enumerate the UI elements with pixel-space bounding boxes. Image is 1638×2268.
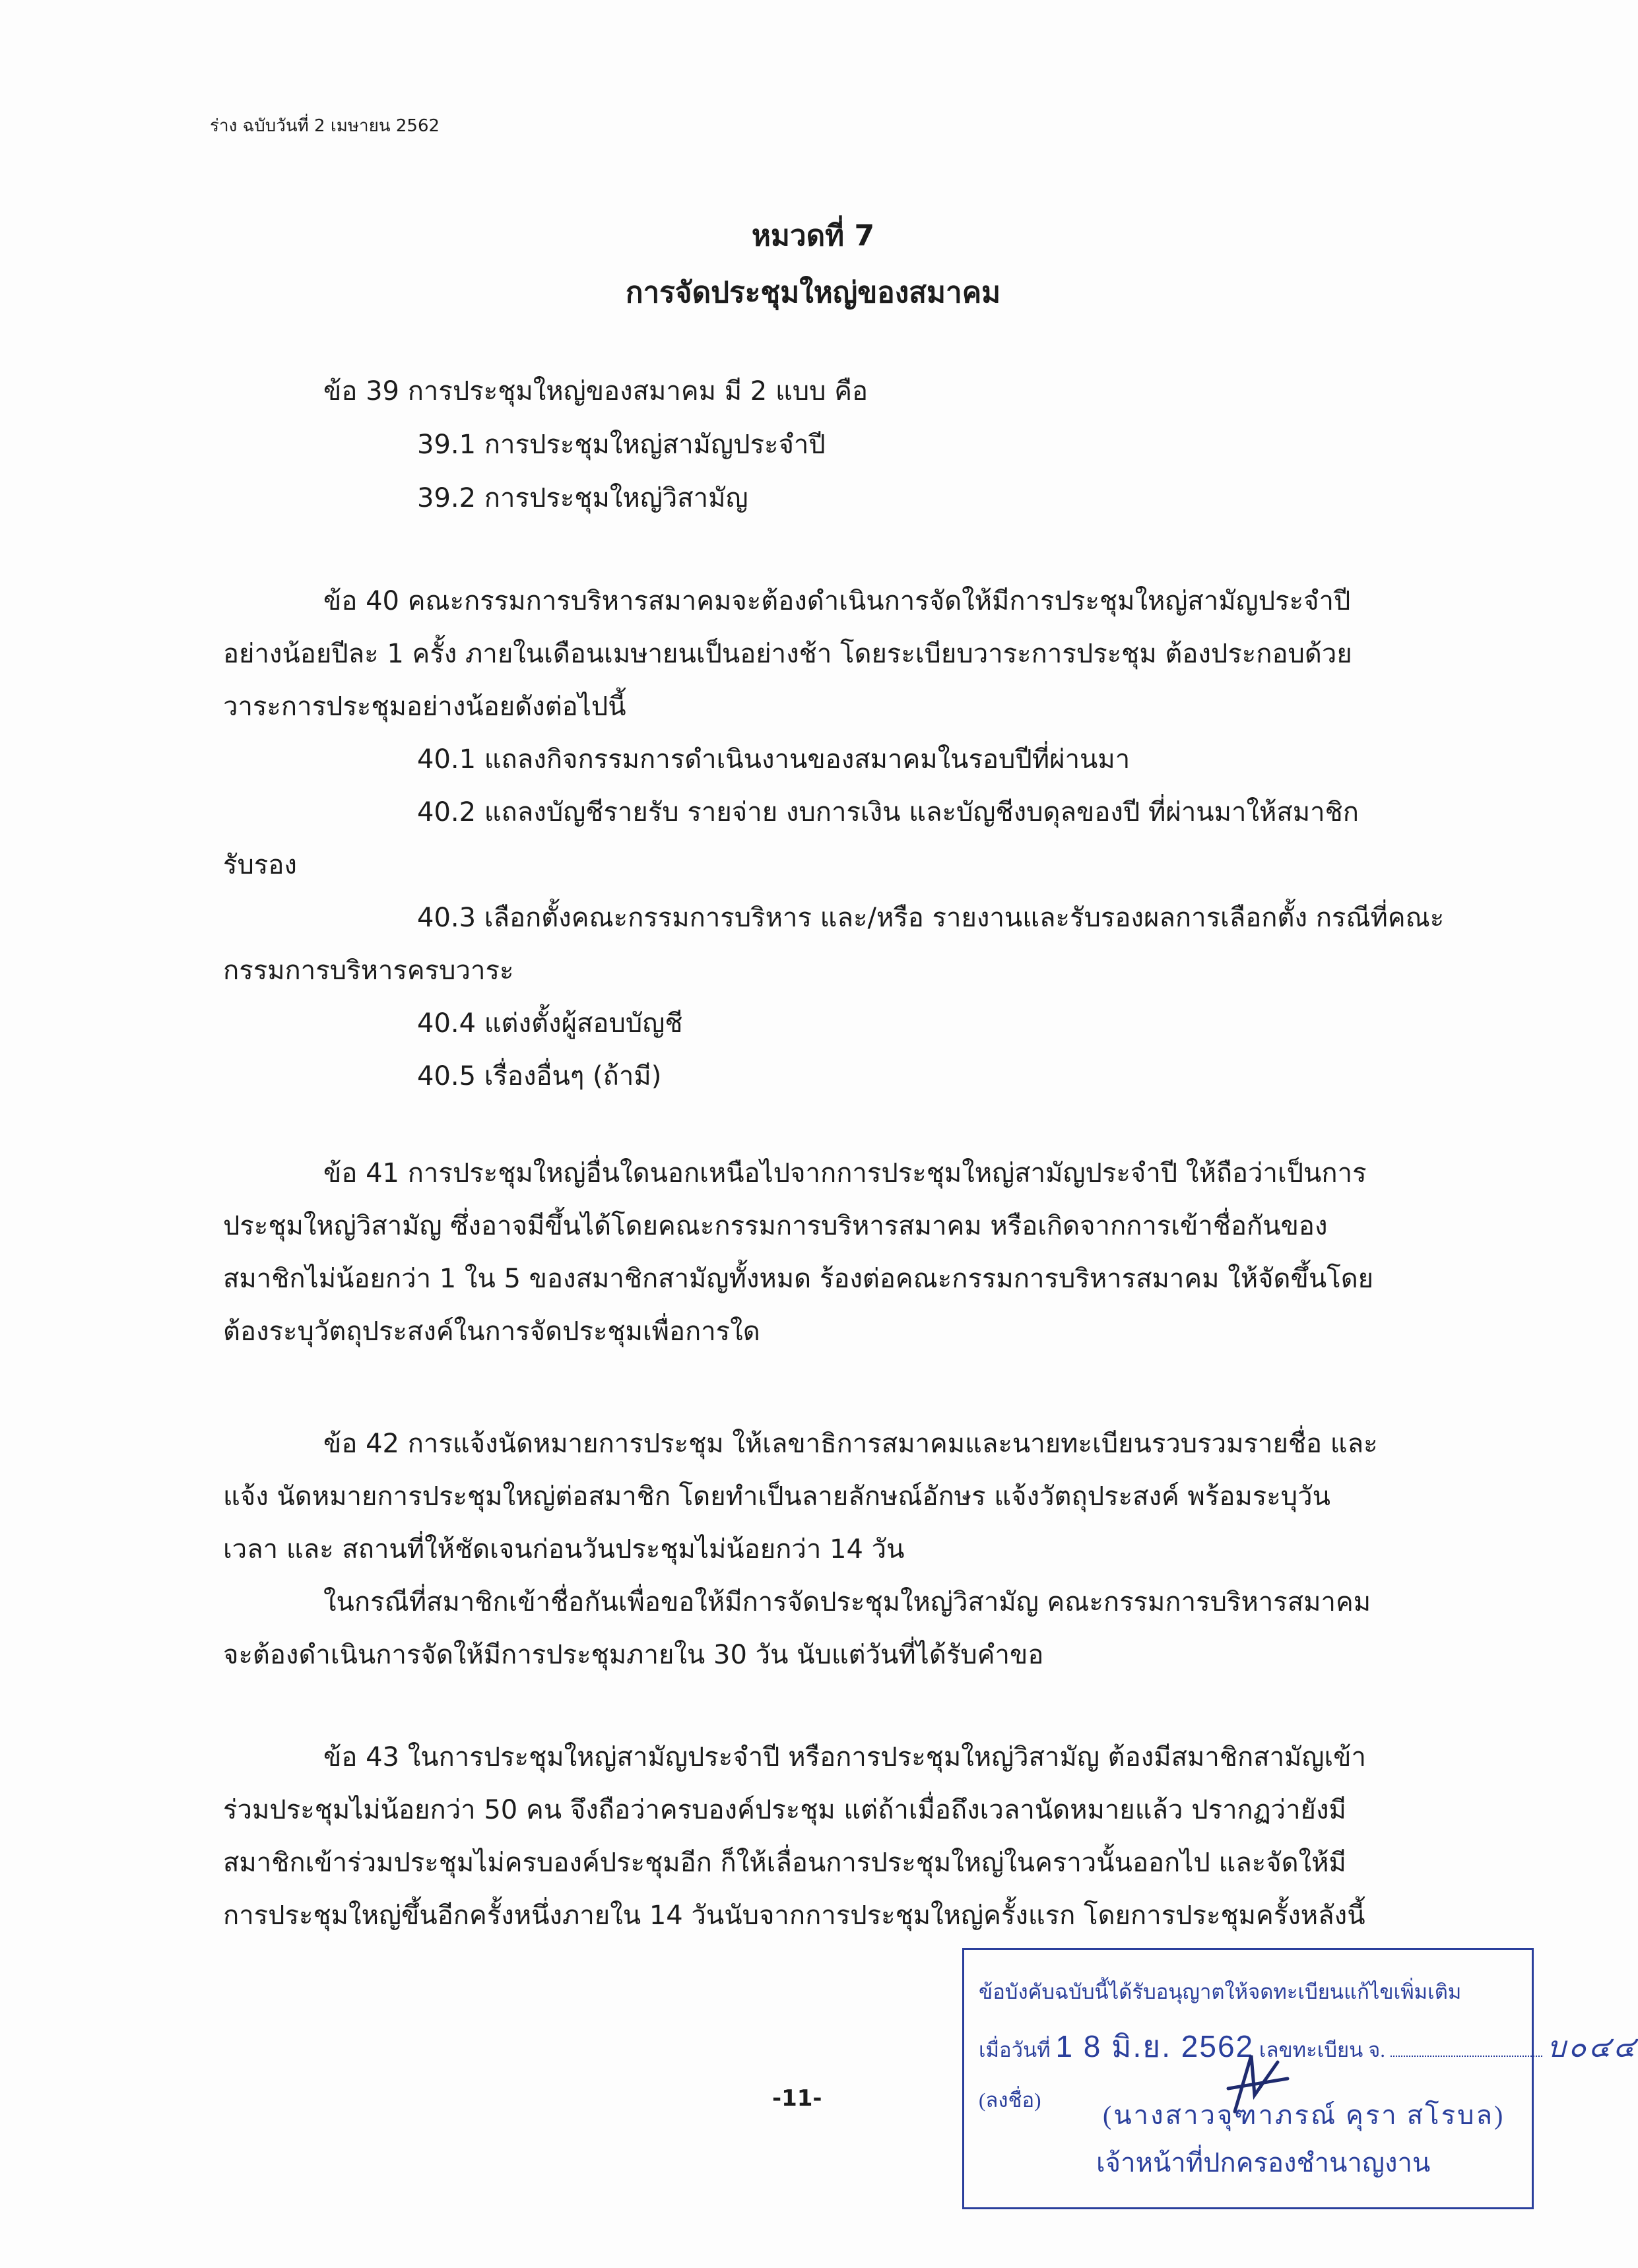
stamp-reg-label: เลขทะเบียน จ.: [1259, 2038, 1386, 2061]
clause-39-item-1: 39.1 การประชุมใหญ่สามัญประจำปี: [417, 430, 826, 460]
clause-40-line-2: อย่างน้อยปีละ 1 ครั้ง ภายในเดือนเมษายนเป็นอย่างช้า โดยระเบียบวาระการประชุม ต้องประกอบด้วย: [223, 639, 1352, 669]
clause-40-item-4: 40.4 แต่งตั้งผู้สอบบัญชี: [417, 1008, 683, 1039]
stamp-date-label: เมื่อวันที่: [979, 2038, 1051, 2061]
clause-42-line-2: แจ้ง นัดหมายการประชุมใหญ่ต่อสมาชิก โดยทำเป็นลายลักษณ์อักษร แจ้งวัตถุประสงค์ พร้อมระบุวัน: [223, 1481, 1330, 1512]
clause-43-line-2: ร่วมประชุมไม่น้อยกว่า 50 คน จึงถือว่าครบองค์ประชุม แต่ถ้าเมื่อถึงเวลานัดหมายแล้ว ปรากฏว่ายังมี: [223, 1795, 1346, 1825]
clause-40-item-1: 40.1 แถลงกิจกรรมการดำเนินงานของสมาคมในรอบปีที่ผ่านมา: [417, 744, 1130, 775]
clause-40-line-1: ข้อ 40 คณะกรรมการบริหารสมาคมจะต้องดำเนินการจัดให้มีการประชุมใหญ่สามัญประจำปี: [323, 586, 1351, 616]
clause-43-line-4: การประชุมใหญ่ขึ้นอีกครั้งหนึ่งภายใน 14 วันนับจากการประชุมใหญ่ครั้งแรก โดยการประชุมครั้งหลังนี้: [223, 1900, 1365, 1931]
clause-39-item-2: 39.2 การประชุมใหญ่วิสามัญ: [417, 483, 748, 513]
chapter-title: การจัดประชุมใหญ่ของสมาคม: [625, 276, 1001, 309]
stamp-date-row: [979, 2023, 1638, 2071]
stamp-reg-dots: [1391, 2038, 1542, 2057]
clause-43-line-1: ข้อ 43 ในการประชุมใหญ่สามัญประจำปี หรือการประชุมใหญ่วิสามัญ ต้องมีสมาชิกสามัญเข้า: [323, 1742, 1366, 1772]
clause-40-line-3: วาระการประชุมอย่างน้อยดังต่อไปนี้: [223, 692, 626, 722]
clause-42-line-3: เวลา และ สถานที่ให้ชัดเจนก่อนวันประชุมไม่น้อยกว่า 14 วัน: [223, 1534, 905, 1565]
stamp-date-value: 1 8 มิ.ย. 2562: [1055, 2029, 1255, 2063]
clause-42-line-1: ข้อ 42 การแจ้งนัดหมายการประชุม ให้เลขาธิการสมาคมและนายทะเบียนรวบรวมรายชื่อ และ: [323, 1429, 1378, 1459]
clause-41-line-2: ประชุมใหญ่วิสามัญ ซึ่งอาจมีขึ้นได้โดยคณะกรรมการบริหารสมาคม หรือเกิดจากการเข้าชื่อกันของ: [223, 1211, 1328, 1241]
clause-40-item-3: 40.3 เลือกตั้งคณะกรรมการบริหาร และ/หรือ รายงานและรับรองผลการเลือกตั้ง กรณีที่คณะ: [417, 903, 1445, 933]
stamp-approval-text: ข้อบังคับฉบับนี้ได้รับอนุญาตให้จดทะเบียนแก้ไขเพิ่มเติม: [979, 1980, 1462, 2003]
stamp-officer-name: (นางสาวจุฑาภรณ์ คุรา สโรบล): [1103, 2100, 1505, 2130]
clause-40-item-3-cont: กรรมการบริหารครบวาระ: [223, 956, 514, 986]
clause-41-line-4: ต้องระบุวัตถุประสงค์ในการจัดประชุมเพื่อการใด: [223, 1316, 760, 1347]
registration-stamp: [962, 1948, 1638, 2209]
draft-note: ร่าง ฉบับวันที่ 2 เมษายน 2562: [210, 116, 440, 136]
clause-40-item-2: 40.2 แถลงบัญชีรายรับ รายจ่าย งบการเงิน และบัญชีงบดุลของปี ที่ผ่านมาให้สมาชิก: [417, 797, 1359, 827]
clause-41-line-1: ข้อ 41 การประชุมใหญ่อื่นใดนอกเหนือไปจากการประชุมใหญ่สามัญประจำปี ให้ถือว่าเป็นการ: [323, 1158, 1367, 1188]
stamp-reg-value: บ๐๔๔: [1547, 2031, 1638, 2063]
stamp-sign-label: (ลงชื่อ): [979, 2089, 1041, 2112]
chapter-number: หมวดที่ 7: [751, 219, 875, 253]
clause-42-line-4: ในกรณีที่สมาชิกเข้าชื่อกันเพื่อขอให้มีการจัดประชุมใหญ่วิสามัญ คณะกรรมการบริหารสมาคม: [323, 1587, 1371, 1617]
clause-43-line-3: สมาชิกเข้าร่วมประชุมไม่ครบองค์ประชุมอีก ก็ให้เลื่อนการประชุมใหญ่ในคราวนั้นออกไป และจัดให้มี: [223, 1848, 1346, 1878]
clause-39-heading: ข้อ 39 การประชุมใหญ่ของสมาคม มี 2 แบบ คือ: [323, 376, 868, 406]
stamp-officer-title: เจ้าหน้าที่ปกครองชำนาญงาน: [1096, 2148, 1431, 2178]
clause-40-item-5: 40.5 เรื่องอื่นๆ (ถ้ามี): [417, 1061, 662, 1091]
clause-42-line-5: จะต้องดำเนินการจัดให้มีการประชุมภายใน 30 วัน นับแต่วันที่ได้รับคำขอ: [223, 1640, 1044, 1670]
clause-41-line-3: สมาชิกไม่น้อยกว่า 1 ใน 5 ของสมาชิกสามัญทั้งหมด ร้องต่อคณะกรรมการบริหารสมาคม ให้จัดขึ้นโดย: [223, 1264, 1374, 1294]
clause-40-item-2-cont: รับรอง: [223, 850, 297, 880]
page-number: -11-: [772, 2085, 822, 2112]
